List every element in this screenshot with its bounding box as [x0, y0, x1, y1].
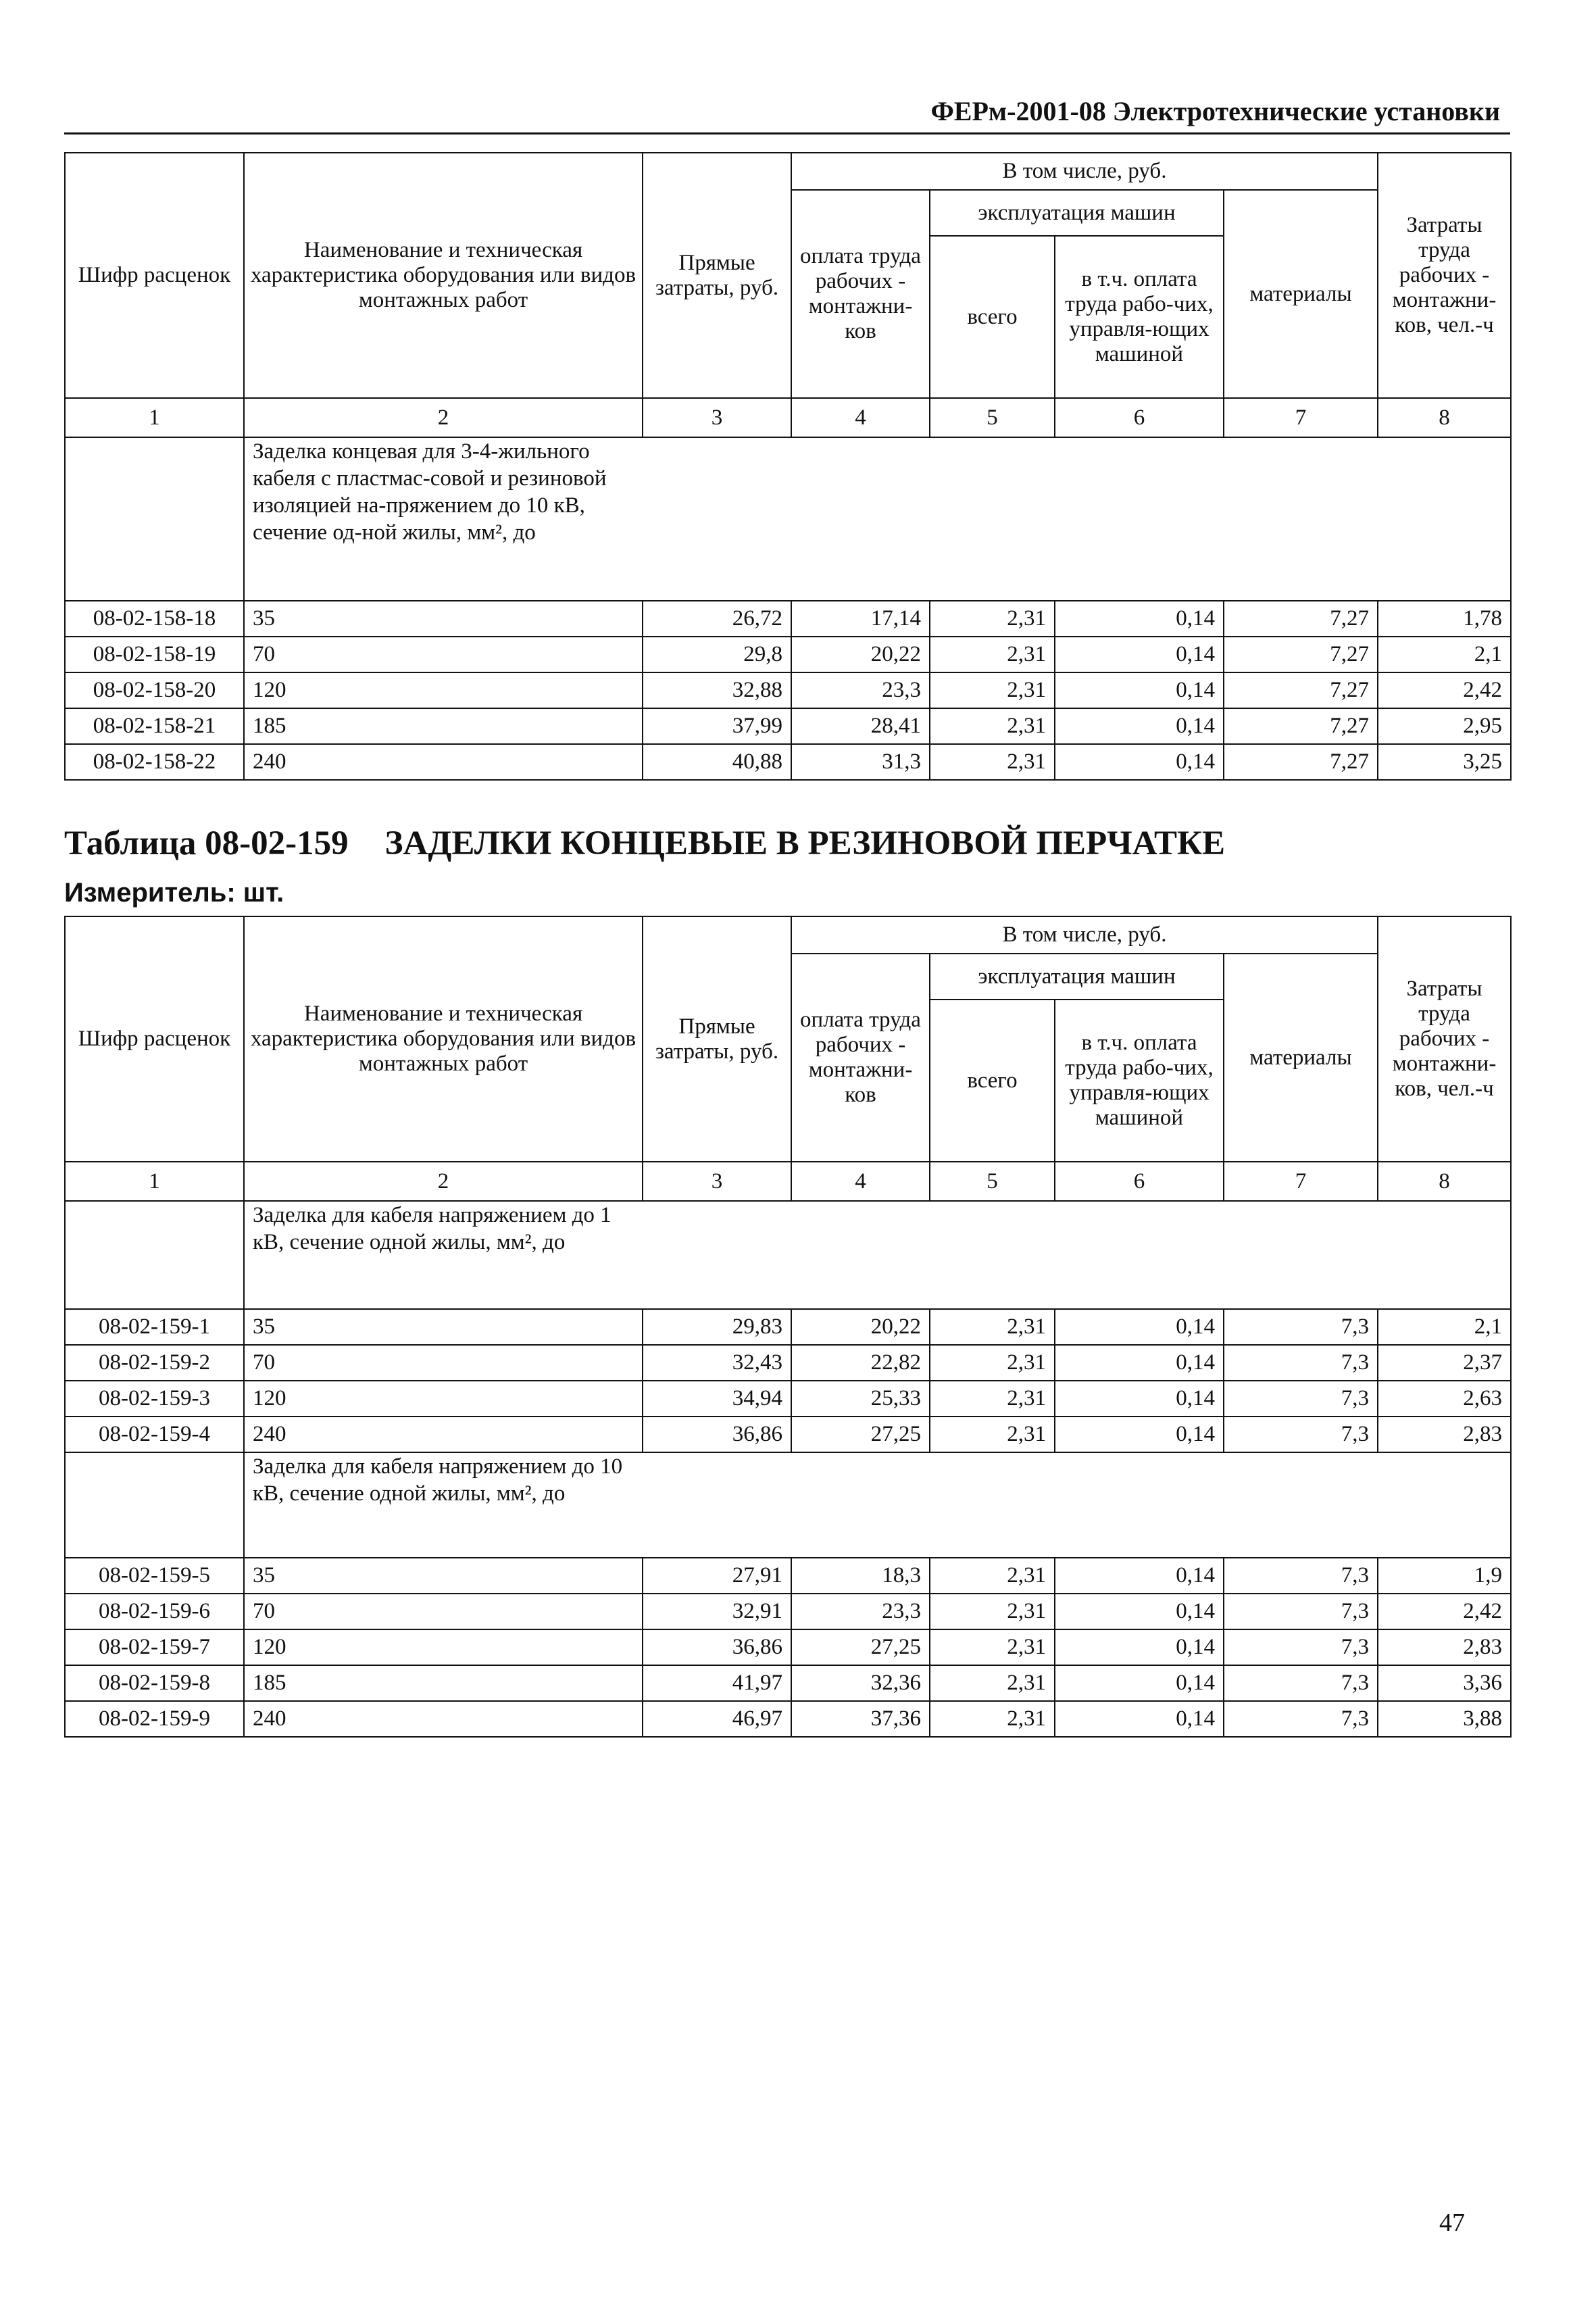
row-materials: 7,27	[1224, 708, 1378, 744]
price-table-159	[64, 916, 1512, 1738]
col-code-header: Шифр расценок	[65, 153, 244, 398]
col-number: 3	[643, 1162, 791, 1201]
row-labor-hours: 2,95	[1378, 708, 1511, 744]
col-number: 4	[791, 1162, 930, 1201]
col-including-header: В том числе, руб.	[791, 916, 1378, 954]
row-operator-pay: 0,14	[1055, 637, 1224, 672]
table-row	[65, 1558, 1511, 1594]
row-code: 08-02-159-3	[65, 1381, 244, 1417]
row-labor-pay: 17,14	[791, 601, 930, 637]
row-labor-pay: 22,82	[791, 1345, 930, 1381]
col-number: 6	[1055, 1162, 1224, 1201]
row-machines-total: 2,31	[930, 744, 1055, 780]
col-number: 1	[65, 1162, 244, 1201]
row-code: 08-02-159-8	[65, 1665, 244, 1701]
col-machines-header: эксплуатация машин	[930, 954, 1224, 1000]
row-labor-pay: 27,25	[791, 1629, 930, 1665]
row-direct-cost: 26,72	[643, 601, 791, 637]
row-section: 240	[244, 1701, 643, 1737]
table-row	[65, 1665, 1511, 1701]
row-machines-total: 2,31	[930, 1417, 1055, 1452]
row-materials: 7,3	[1224, 1558, 1378, 1594]
row-labor-pay: 25,33	[791, 1381, 930, 1417]
row-labor-hours: 2,63	[1378, 1381, 1511, 1417]
row-materials: 7,3	[1224, 1594, 1378, 1629]
col-number: 5	[930, 398, 1055, 437]
row-labor-hours: 2,42	[1378, 1594, 1511, 1629]
row-code: 08-02-159-9	[65, 1701, 244, 1737]
col-direct-header: Прямые затраты, руб.	[643, 916, 791, 1162]
row-direct-cost: 36,86	[643, 1417, 791, 1452]
row-operator-pay: 0,14	[1055, 601, 1224, 637]
group-description-text: Заделка концевая для 3-4-жильного кабеля с пластмас-совой и резиновой изоляцией на-пряжением до 10 кВ, сечение од-ной жилы, мм², до	[253, 439, 607, 545]
table-row	[65, 637, 1511, 672]
row-code: 08-02-159-4	[65, 1417, 244, 1452]
row-section: 70	[244, 1594, 643, 1629]
row-operator-pay: 0,14	[1055, 1381, 1224, 1417]
col-number: 5	[930, 1162, 1055, 1201]
row-operator-pay: 0,14	[1055, 1309, 1224, 1345]
row-section: 120	[244, 672, 643, 708]
row-machines-total: 2,31	[930, 672, 1055, 708]
col-operator-pay-header: в т.ч. оплата труда рабо-чих, управля-ющих машиной	[1055, 1000, 1224, 1162]
col-labor-pay-header: оплата труда рабочих - монтажни-ков	[791, 190, 930, 398]
col-number: 6	[1055, 398, 1224, 437]
col-number: 4	[791, 398, 930, 437]
row-operator-pay: 0,14	[1055, 1629, 1224, 1665]
row-code: 08-02-158-18	[65, 601, 244, 637]
row-labor-hours: 2,83	[1378, 1629, 1511, 1665]
row-labor-pay: 31,3	[791, 744, 930, 780]
row-labor-hours: 2,1	[1378, 637, 1511, 672]
row-direct-cost: 29,8	[643, 637, 791, 672]
row-labor-hours: 2,83	[1378, 1417, 1511, 1452]
table-row	[65, 672, 1511, 708]
col-number: 8	[1378, 398, 1511, 437]
row-materials: 7,3	[1224, 1629, 1378, 1665]
header-rule	[64, 132, 1510, 134]
table-row	[65, 1594, 1511, 1629]
section-title	[64, 822, 1510, 865]
row-labor-hours: 2,1	[1378, 1309, 1511, 1345]
col-machines-header: эксплуатация машин	[930, 190, 1224, 236]
row-labor-hours: 3,88	[1378, 1701, 1511, 1737]
row-materials: 7,3	[1224, 1309, 1378, 1345]
table-row	[65, 1701, 1511, 1737]
row-direct-cost: 32,91	[643, 1594, 791, 1629]
table-row	[65, 744, 1511, 780]
col-operator-pay-header: в т.ч. оплата труда рабо-чих, управля-ющих машиной	[1055, 236, 1224, 398]
col-labor-pay-header: оплата труда рабочих - монтажни-ков	[791, 954, 930, 1162]
row-labor-pay: 27,25	[791, 1417, 930, 1452]
row-machines-total: 2,31	[930, 1309, 1055, 1345]
row-labor-pay: 37,36	[791, 1701, 930, 1737]
table-row	[65, 601, 1511, 637]
section-name: ЗАДЕЛКИ КОНЦЕВЫЕ В РЕЗИНОВОЙ ПЕРЧАТКЕ	[384, 824, 1225, 862]
page-number: 47	[1439, 2209, 1465, 2237]
row-operator-pay: 0,14	[1055, 708, 1224, 744]
table-row	[65, 708, 1511, 744]
row-machines-total: 2,31	[930, 1629, 1055, 1665]
row-section: 70	[244, 637, 643, 672]
row-section: 35	[244, 1558, 643, 1594]
row-operator-pay: 0,14	[1055, 1665, 1224, 1701]
group-spacer	[65, 1201, 244, 1309]
col-labor-hours-header: Затраты труда рабочих - монтажни-ков, чел.-ч	[1378, 153, 1511, 398]
row-code: 08-02-158-21	[65, 708, 244, 744]
table-row	[65, 1417, 1511, 1452]
row-direct-cost: 32,43	[643, 1345, 791, 1381]
row-labor-pay: 28,41	[791, 708, 930, 744]
row-code: 08-02-159-6	[65, 1594, 244, 1629]
row-materials: 7,3	[1224, 1417, 1378, 1452]
row-labor-hours: 3,36	[1378, 1665, 1511, 1701]
col-number: 7	[1224, 1162, 1378, 1201]
table-row	[65, 1309, 1511, 1345]
row-operator-pay: 0,14	[1055, 1594, 1224, 1629]
row-machines-total: 2,31	[930, 1665, 1055, 1701]
row-labor-hours: 2,37	[1378, 1345, 1511, 1381]
row-operator-pay: 0,14	[1055, 672, 1224, 708]
row-materials: 7,3	[1224, 1701, 1378, 1737]
row-labor-hours: 3,25	[1378, 744, 1511, 780]
row-direct-cost: 41,97	[643, 1665, 791, 1701]
col-labor-hours-header: Затраты труда рабочих - монтажни-ков, чел.-ч	[1378, 916, 1511, 1162]
row-operator-pay: 0,14	[1055, 1345, 1224, 1381]
col-name-header: Наименование и техническая характеристика оборудования или видов монтажных работ	[244, 153, 643, 398]
col-number: 2	[244, 1162, 643, 1201]
row-direct-cost: 34,94	[643, 1381, 791, 1417]
table-row	[65, 1345, 1511, 1381]
row-direct-cost: 32,88	[643, 672, 791, 708]
col-number: 3	[643, 398, 791, 437]
col-code-header: Шифр расценок	[65, 916, 244, 1162]
row-labor-hours: 2,42	[1378, 672, 1511, 708]
row-direct-cost: 46,97	[643, 1701, 791, 1737]
row-section: 185	[244, 708, 643, 744]
col-name-header: Наименование и техническая характеристика оборудования или видов монтажных работ	[244, 916, 643, 1162]
row-machines-total: 2,31	[930, 1381, 1055, 1417]
row-labor-pay: 20,22	[791, 637, 930, 672]
group-description	[244, 1452, 1511, 1558]
row-section: 35	[244, 601, 643, 637]
row-code: 08-02-159-7	[65, 1629, 244, 1665]
row-direct-cost: 37,99	[643, 708, 791, 744]
group-description	[244, 1201, 1511, 1309]
row-code: 08-02-158-19	[65, 637, 244, 672]
col-number: 1	[65, 398, 244, 437]
price-table-158	[64, 152, 1512, 781]
row-labor-pay: 18,3	[791, 1558, 930, 1594]
col-number: 8	[1378, 1162, 1511, 1201]
row-machines-total: 2,31	[930, 1594, 1055, 1629]
row-machines-total: 2,31	[930, 1558, 1055, 1594]
row-operator-pay: 0,14	[1055, 1417, 1224, 1452]
col-number: 2	[244, 398, 643, 437]
table-row	[65, 1629, 1511, 1665]
col-including-header: В том числе, руб.	[791, 153, 1378, 190]
row-operator-pay: 0,14	[1055, 1558, 1224, 1594]
col-machines-total-header: всего	[930, 236, 1055, 398]
unit-line: Измеритель: шт.	[64, 878, 284, 908]
row-operator-pay: 0,14	[1055, 744, 1224, 780]
row-materials: 7,27	[1224, 672, 1378, 708]
row-machines-total: 2,31	[930, 1701, 1055, 1737]
row-section: 120	[244, 1381, 643, 1417]
row-labor-pay: 23,3	[791, 1594, 930, 1629]
col-materials-header: материалы	[1224, 190, 1378, 398]
row-labor-hours: 1,78	[1378, 601, 1511, 637]
col-materials-header: материалы	[1224, 954, 1378, 1162]
row-direct-cost: 29,83	[643, 1309, 791, 1345]
group-description	[244, 437, 1511, 601]
row-operator-pay: 0,14	[1055, 1701, 1224, 1737]
col-direct-header: Прямые затраты, руб.	[643, 153, 791, 398]
row-section: 35	[244, 1309, 643, 1345]
row-code: 08-02-159-2	[65, 1345, 244, 1381]
row-machines-total: 2,31	[930, 601, 1055, 637]
section-number: Таблица 08-02-159	[64, 824, 349, 862]
running-header: ФЕРм-2001-08 Электротехнические установки	[930, 96, 1500, 126]
col-number: 7	[1224, 398, 1378, 437]
row-direct-cost: 40,88	[643, 744, 791, 780]
group-spacer	[65, 1452, 244, 1558]
row-machines-total: 2,31	[930, 637, 1055, 672]
row-materials: 7,3	[1224, 1665, 1378, 1701]
group-description-text: Заделка для кабеля напряжением до 1 кВ, сечение одной жилы, мм², до	[253, 1203, 612, 1254]
table-row	[65, 1381, 1511, 1417]
row-code: 08-02-158-20	[65, 672, 244, 708]
row-direct-cost: 27,91	[643, 1558, 791, 1594]
row-code: 08-02-158-22	[65, 744, 244, 780]
row-materials: 7,27	[1224, 744, 1378, 780]
row-materials: 7,3	[1224, 1381, 1378, 1417]
row-materials: 7,27	[1224, 601, 1378, 637]
row-labor-pay: 20,22	[791, 1309, 930, 1345]
row-materials: 7,3	[1224, 1345, 1378, 1381]
row-machines-total: 2,31	[930, 1345, 1055, 1381]
group-spacer	[65, 437, 244, 601]
row-section: 70	[244, 1345, 643, 1381]
row-section: 120	[244, 1629, 643, 1665]
row-section: 185	[244, 1665, 643, 1701]
group-description-text: Заделка для кабеля напряжением до 10 кВ, сечение одной жилы, мм², до	[253, 1454, 623, 1506]
col-machines-total-header: всего	[930, 1000, 1055, 1162]
row-materials: 7,27	[1224, 637, 1378, 672]
row-machines-total: 2,31	[930, 708, 1055, 744]
row-labor-hours: 1,9	[1378, 1558, 1511, 1594]
row-direct-cost: 36,86	[643, 1629, 791, 1665]
row-labor-pay: 23,3	[791, 672, 930, 708]
row-code: 08-02-159-5	[65, 1558, 244, 1594]
row-section: 240	[244, 1417, 643, 1452]
row-section: 240	[244, 744, 643, 780]
row-labor-pay: 32,36	[791, 1665, 930, 1701]
row-code: 08-02-159-1	[65, 1309, 244, 1345]
